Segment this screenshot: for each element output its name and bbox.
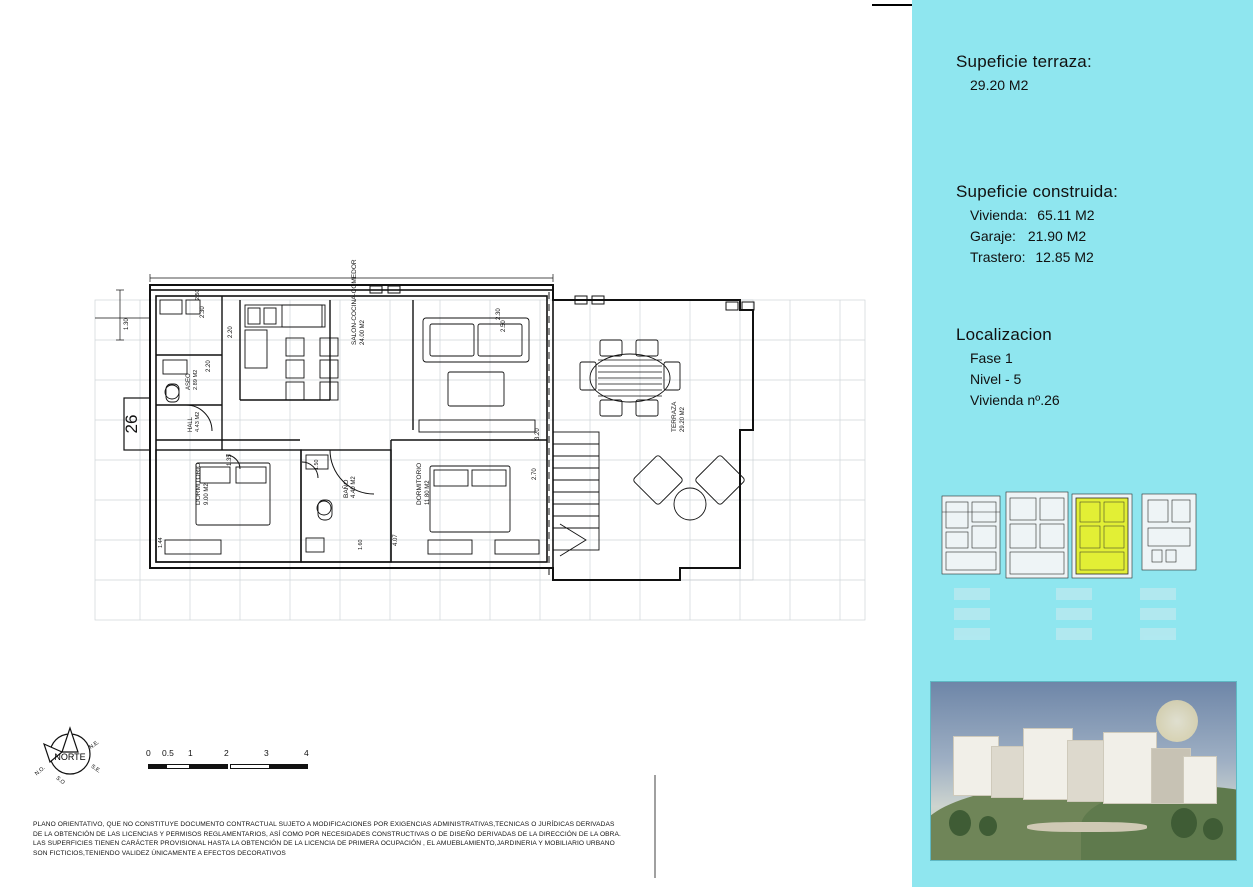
dim-10: 4.07 (393, 534, 399, 546)
dim-9: 1.35 (227, 454, 233, 466)
dim-13: 1.50 (314, 459, 320, 470)
dim-12: 1.44 (158, 537, 164, 548)
render-path (1027, 822, 1147, 832)
key-plan (930, 488, 1235, 656)
room-label-2-area: 9.00 M2 (204, 483, 210, 505)
scale-tick-3: 2 (224, 748, 229, 758)
dim-0: 2.30 (200, 306, 206, 318)
disclaimer-line-2: LAS SUPERFICIES TIENEN CARÁCTER PROVISIONAL HASTA LA OBTENCIÓN DE LA LICENCIA DE PRIMERA OCUPACIÓN , EL AMUEBLAMIENTO,JARDINERIA Y MOBILIARIO URBANO (33, 840, 615, 848)
north-label: NORTE (54, 752, 86, 762)
room-label-6-name: HALL (188, 416, 194, 432)
highlighted-unit (1076, 498, 1128, 574)
panel-top-rule (872, 4, 912, 6)
render-tree-2 (979, 816, 997, 836)
room-label-2-name: DORMITORIO (195, 462, 202, 505)
compass-se: S.E. (89, 763, 102, 775)
dim-6: 3.20 (535, 428, 541, 440)
built-area-block (956, 182, 1118, 265)
render-tree-1 (949, 810, 971, 836)
built-item-2-label: Trastero: (970, 249, 1026, 265)
room-label-0-area: 24.00 M2 (360, 319, 366, 345)
built-item-0-label: Vivienda: (970, 207, 1028, 223)
disclaimer-line-1: DE LA OBTENCIÓN DE LAS LICENCIAS Y PERMISOS REGLAMENTARIOS, ASÍ COMO POR NECESIDADES CONSTRUCTIVAS O DE DISEÑO DERIVADAS DE LA DIRECCIÓN DE LA OBRA. (33, 830, 621, 838)
render-building-7 (1183, 756, 1217, 804)
built-item-2-value: 12.85 M2 (1035, 249, 1094, 265)
unit-number: 26 (122, 414, 141, 434)
location-item-0: Fase 1 (970, 350, 1013, 366)
scale-tick-1: 0.5 (162, 748, 174, 758)
dim-11: 1.60 (358, 539, 364, 550)
room-label-3-area: 11.80 M2 (425, 480, 431, 505)
room-label-5-name: ASEO (186, 373, 192, 390)
dim-5: 2.50 (501, 320, 507, 332)
dim-3: 2.30 (496, 308, 502, 320)
room-label-1-name: TERRAZA (671, 401, 678, 432)
location-item-1: Nivel - 5 (970, 371, 1022, 387)
room-label-6-area: 4.43 M2 (195, 411, 201, 432)
render-building-2 (991, 746, 1025, 798)
built-item-1 (970, 228, 1118, 244)
dim-4: 1.30 (124, 318, 130, 330)
north-compass (32, 722, 112, 784)
disclaimer-line-0: PLANO ORIENTATIVO, QUE NO CONSTITUYE DOCUMENTO CONTRACTUAL SUJETO A MODIFICACIONES POR EXIGENCIAS ADMINISTRATIVAS,TECNICAS O JURÍDICAS DERIVADAS (33, 821, 615, 828)
compass-ne: N.E. (88, 739, 101, 751)
terrace-block (956, 52, 1092, 93)
terrace-value: 29.20 M2 (970, 77, 1029, 93)
scale-bar (146, 748, 326, 776)
location-item-2: Vivienda nº.26 (970, 392, 1060, 408)
terrace-title: Supeficie terraza: (956, 52, 1092, 71)
location-title: Localizacion (956, 325, 1052, 344)
room-label-3-name: DORMITORIO (416, 462, 423, 505)
scale-tick-0: 0 (146, 748, 151, 758)
render-tree-3 (1171, 808, 1197, 838)
dim-1: 2.20 (228, 326, 234, 338)
room-label-4-area: 4.40 M2 (351, 476, 357, 498)
disclaimer-line-3: SON FICTICIOS,TENIENDO VALIDEZ ÚNICAMENTE A EFECTOS DECORATIVOS (33, 849, 286, 857)
built-item-1-value: 21.90 M2 (1027, 228, 1087, 244)
built-item-1-label: Garaje: (970, 228, 1016, 244)
built-item-0 (970, 207, 1118, 223)
disclaimer-text (33, 820, 633, 858)
building-render-image (930, 681, 1237, 861)
dim-8: 2.50 (195, 289, 201, 300)
room-label-5-area: 2.89 M2 (193, 369, 199, 390)
room-label-4-name: BAÑO (343, 479, 350, 498)
dim-7: 2.70 (532, 468, 538, 480)
render-building-5 (1103, 732, 1157, 804)
compass-so: S.O. (54, 775, 67, 784)
scale-tick-4: 3 (264, 748, 269, 758)
scale-tick-2: 1 (188, 748, 193, 758)
render-building-3 (1023, 728, 1073, 800)
render-tree-4 (1203, 818, 1223, 840)
scale-tick-5: 4 (304, 748, 309, 758)
built-item-0-value: 65.11 M2 (1037, 207, 1095, 223)
compass-no: N.O. (34, 765, 47, 778)
info-panel (912, 0, 1253, 887)
render-sun (1156, 700, 1198, 742)
room-label-1-area: 29.20 M2 (680, 406, 686, 432)
built-title: Supeficie construida: (956, 182, 1119, 201)
room-label-0-name: SALON-COCINA-COMEDOR (351, 259, 358, 345)
dim-2: 2.20 (206, 360, 212, 372)
built-item-2 (970, 249, 1118, 265)
location-block (956, 325, 1060, 408)
